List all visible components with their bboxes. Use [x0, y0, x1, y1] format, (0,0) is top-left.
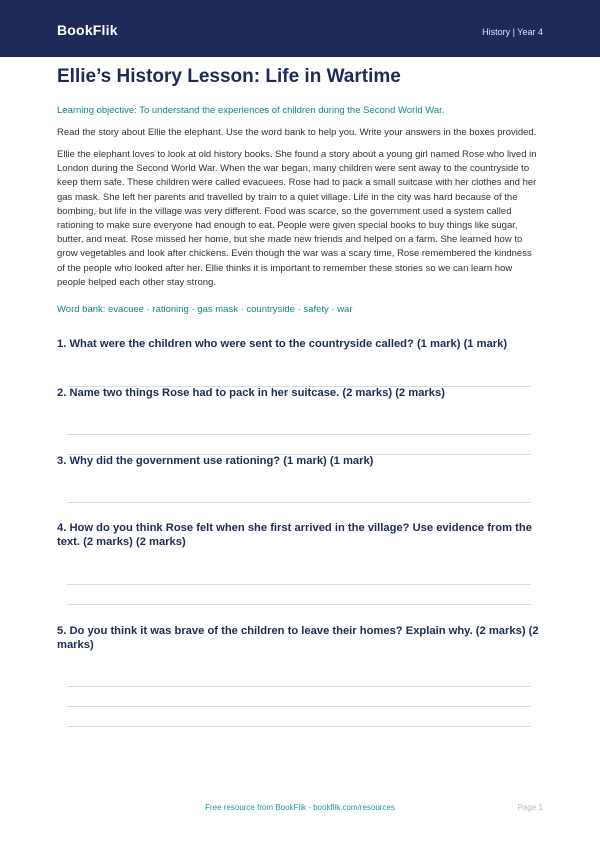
- answer-line-q4-1[interactable]: [67, 584, 531, 585]
- question-2: 2. Name two things Rose had to pack in her suitcase. (2 marks) (2 marks): [57, 387, 445, 399]
- answer-line-q5-3[interactable]: [67, 726, 531, 727]
- question-3: 3. Why did the government use rationing? (1 mark) (1 mark): [57, 455, 374, 467]
- answer-line-q5-2[interactable]: [67, 706, 531, 707]
- answer-line-q2-1[interactable]: [67, 434, 531, 435]
- question-4: 4. How do you think Rose felt when she first arrived in the village? Use evidence from the text. (2 marks) (2 marks): [57, 522, 532, 548]
- answer-line-q5-1[interactable]: [67, 686, 531, 687]
- page-number: Page 1: [517, 803, 543, 812]
- story-text: Ellie the elephant loves to look at old history books. She found a story about a young girl named Rose who lived in London during the Second World War. When the war began, many children were sent away to the countryside to keep them safe. These children were called evacuees. Rose had to pack a small suitcase with her clothes and her gas mask. She left her parents and travelled by train to a quiet village. Life in the city was hard because of the bombing, but life in the village was very different. Food was scarce, so the government used a system called rationing to make sure everyone had enough to eat. People were given special books to buy things like sugar, butter, and meat. Rose missed her home, but she made new friends and helped on a farm. She learned how to grow vegetables and look after chickens. Even though the war was a scary time, Rose remembered the kindness of the people who looked after her. Ellie thinks it is important to remember these stories so we can learn how people helped each other stay strong.: [57, 149, 537, 288]
- answer-line-q4-2[interactable]: [67, 604, 531, 605]
- page-footer: [0, 803, 600, 815]
- footer-credit-link[interactable]: Free resource from BookFlik · bookflik.com/resources: [205, 803, 395, 812]
- worksheet-content: [57, 65, 542, 316]
- brand-logo-text[interactable]: BookFlik: [57, 22, 118, 38]
- question-5: 5. Do you think it was brave of the children to leave their homes? Explain why. (2 marks) (2 marks): [57, 625, 539, 651]
- page-title: Ellie’s History Lesson: Life in Wartime: [57, 66, 401, 87]
- subject-year-label: History | Year 4: [482, 27, 543, 37]
- answer-line-q3[interactable]: [67, 502, 531, 503]
- learning-objective: Learning objective: To understand the experiences of children during the Second World War.: [57, 105, 445, 116]
- page-header: [0, 0, 600, 57]
- instructions-text: Read the story about Ellie the elephant. Use the word bank to help you. Write your answers in the boxes provided.: [57, 127, 537, 138]
- question-1: 1. What were the children who were sent to the countryside called? (1 mark) (1 mark): [57, 338, 508, 350]
- word-bank: Word bank: evacuee · rationing · gas mask · countryside · safety · war: [57, 304, 353, 316]
